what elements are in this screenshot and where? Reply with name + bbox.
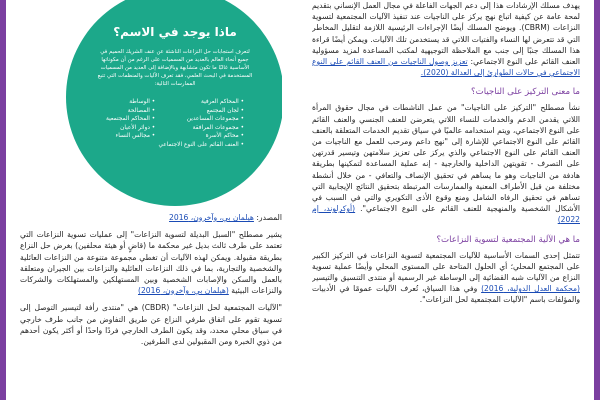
right-column xyxy=(312,0,580,400)
cbrm-text: تتمثل إحدى السمات الأساسية للآليات المجتمعية لتسوية النزاعات في التركيز الكبير على المجتمع المحلي؛ أي الحلول المتاحة على المستوى المحلي وأيضًا عملية تسوية النزاع من الآليات شبه القضائية إلى الوساطة غير الرسمية أو منتدى التنسيق والتيسير xyxy=(312,250,580,283)
list-item: • محاكم الأسرة xyxy=(158,132,244,141)
heading-survivor-centered: ما معنى التركيز على الناجيات؟ xyxy=(471,87,580,98)
whats-in-a-name-circle xyxy=(66,0,282,206)
circle-list-right xyxy=(158,98,244,150)
guidance-note-link[interactable]: تعزيز وصول الناجيات من العنف القائم على النوع الاجتماعي في حالات الطوارئ إلى العدالة (2020). xyxy=(312,57,580,78)
survivor-centered-paragraph xyxy=(312,102,580,225)
circle-intro: لتعرف استجابات حل النزاعات الناشئة عن عنف الشريك الحميم في جميع أنحاء العالم بالعديد من المسميات على الرغم من أن مكوناتها الأساسية غالبًا ما تكون متشابهة وبالإضافة إلى العديد من المسميات المستخدمة في البحث العلمي، فقد تعرف الآليات والمنظمات التي تتبع الممارسات التالية: xyxy=(97,49,253,87)
circle-title: ماذا يوجد في الاسم؟ xyxy=(113,25,237,39)
source-line xyxy=(20,212,282,223)
ackerlund-citation-link[interactable]: (أوكرلوند، إم 2022) xyxy=(312,204,580,225)
intro-paragraph xyxy=(312,0,580,78)
list-item: • المحاكم العرفية xyxy=(158,98,244,107)
list-item: • مجموعات المرافقة xyxy=(158,124,244,133)
left-text-block xyxy=(20,212,282,353)
adr-text: يشير مصطلح "السبل البديلة لتسوية النزاعات" إلى عمليات تسوية النزاعات التي تعتمد على طرف ثالث بديل غير محكمة ما (قاضٍ أو هيئة محلفين) بغرض حل النزاع بطريقة مقبولة. ويمكن لهذه الآليات أن تغطي مجموعة متنوعة من النزاعات العائلية والشخصية والتجارية، بما في ذلك النزاعات العائلية والنزاعات بين الجيران ومتعلقة بالعمل والسكن والإصابات الشخصية وبين المستهلكين والمستهلكات والشركات والنزاعات البيئية xyxy=(20,230,282,296)
list-item: • العنف القائم على النوع الاجتماعي xyxy=(158,141,244,150)
icj-citation-link[interactable]: (محكمة العدل الدولية، 2016) xyxy=(481,284,580,294)
list-item: • مجموعات المساعدين xyxy=(158,115,244,124)
circle-lists xyxy=(106,98,244,150)
hillman-source-link[interactable]: هيلمان بي، وآخرون، 2016 xyxy=(169,213,254,222)
left-column xyxy=(20,0,282,400)
hillman-citation-link[interactable]: (هيلمان بي، وآخرون، 2016) xyxy=(137,286,229,296)
source-label: المصدر: xyxy=(256,213,282,222)
page-border-right xyxy=(594,0,600,400)
intro-text: يهدف مسلك الإرشادات هذا إلى دعم الجهات الفاعلة في مجال العمل الإنساني بتقديم لمحة عامة عن كيفية اتباع نهج يركز على الناجيات عند تنفيذ الآليات المجتمعية لتسوية النزاعات (CBRM). ويوضح المسلك أيضًا الإجراءات الرئيسية اللازمة لتقليل المخاطر التي قد تتعرض لها النساء والفتيات اللاتي قد يستخدمن تلك الآليات. ويمكن أيضًا قراءة هذا المسلك جنبًا إلى جنب مع الملاحظة التوجيهية لمكتب المساعدة لمزيد مسؤولية العنف القائم على النوع الاجتماعي: xyxy=(312,1,580,67)
list-item: • الوساطة xyxy=(106,98,155,107)
survivor-centered-text: نشأ مصطلح "التركيز على الناجيات" من عمل الناشطات في مجال حقوق المرأة اللاتي يقدمن الدعم والخدمات للنساء اللاتي يتعرضن للعنف الجنسي والعنف القائم على النوع الاجتماعي، ويتم استخدامه عالميًا في سياق تقديم الخدمات المتعلقة بالعنف القائم على النوع الاجتماعي للإشارة إلى "نهج داعم ومرحب للعمل مع الناجيات من العنف القائم على النوع الاجتماعي والذي يركز على تعزيز سلامتهن وتيسير قدرتهن على التصرف - تقويتهن الداخلية والخارجية - إنه عملية المساعدة لتمكينها بطريقة هادفة من الناجيات وهو ما يساهم في تحقيق الإنصاف والتعافي - من خلال أنشطة مختلفة من قبل الأطراف المعنية والممارسات المرتبطة بتحقيق النتائج الإيجابية التي تساهم في تحقيق الرفاه الشامل ومنع وقوع الأذى التكويري والتي في السبب في الأشكال الشخصية والمنهجية للعنف القائم على النوع الاجتماعي". xyxy=(312,103,580,214)
list-item: • لجان المجتمع xyxy=(158,107,244,116)
cbrm-text-tail: وفي هذا السياق، تُعرف الآليات عمومًا في الأدبيات والمؤلفات باسم "الآليات المجتمعية لحل النزاعات". xyxy=(312,284,580,305)
cbrm-paragraph xyxy=(312,250,580,306)
list-item: • المحاكم المجتمعية xyxy=(106,115,155,124)
list-item: • دوائر الأعيان xyxy=(106,124,155,133)
list-item: • المصالحة xyxy=(106,107,155,116)
adr-paragraph xyxy=(20,229,282,296)
heading-cbrm-definition: ما هي الآلية المجتمعية لتسوية النزاعات؟ xyxy=(436,234,580,245)
list-item: • مجالس النساء xyxy=(106,132,155,141)
circle-list-left xyxy=(106,98,155,150)
cbdr-paragraph: "الآليات المجتمعية لحل النزاعات" (CBDR) هي "منتدى رأفة لتيسير التوصل إلى تسوية تقوم على اتفاق طرفي النزاع عن طريق التفاوض من جانب طرف خارجي في سياق محلي محدد، وقد يكون الطرف الخارجي فردًا واحدًا أو أكثر يكون أحدهم من ذوي الخبرة ومن المقبولين لدى الطرفين. xyxy=(20,303,282,347)
page-border-left xyxy=(0,0,6,400)
